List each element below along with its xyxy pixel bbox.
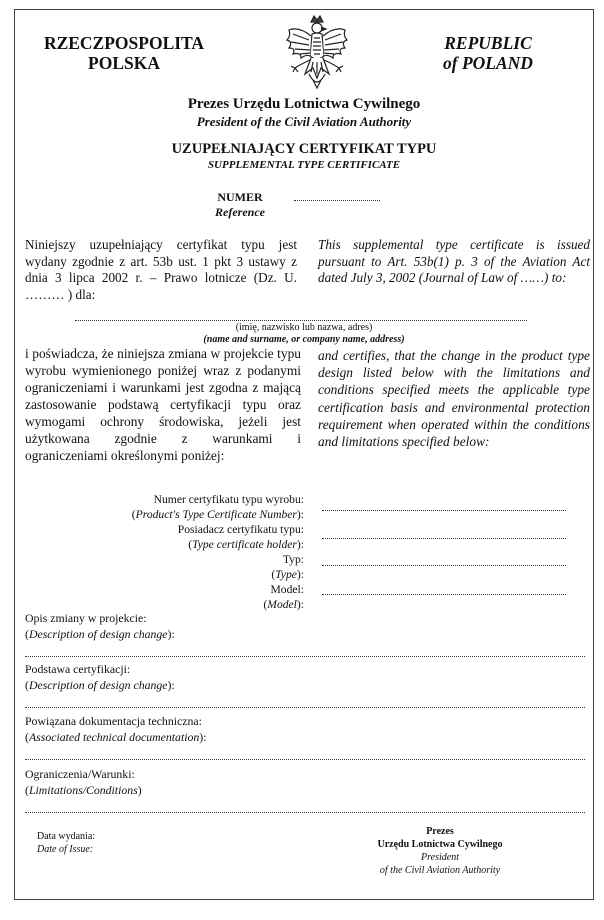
signature-line4: of the Civil Aviation Authority [379, 865, 501, 876]
header-left-line1: RZECZPOSPOLITA [43, 33, 205, 53]
date-label-pl: Data wydania: [37, 831, 96, 842]
field-tc-number-input[interactable] [322, 510, 566, 511]
signature-line1: Prezes [426, 826, 454, 837]
certifies-text-pl: i poświadcza, że niniejsza zmiana w projekcie typu wyrobu wymienionego poniżej wraz z podanymi ograniczeniami i warunkami jest zgodna z mającą zastosowanie podstawą certyfikacji typu oraz wymogami ochrony środowiska, jeżeli jest użytkowana zgodnie z warunkami i ograniczeniami określonymi poniżej: [25, 346, 301, 463]
section-suffix: : [203, 730, 207, 744]
issuing-authority [14, 95, 594, 130]
intro-text-en: This supplemental type certificate is issued pursuant to Art. 53b(1) p. 3 of the Aviation Act dated July 3, 2002 (Journal of Law of ……) to: [318, 237, 590, 285]
section-limitations-conditions-input[interactable] [25, 812, 585, 813]
field-tc-holder-label-en: Type certificate holder [192, 538, 297, 551]
certificate-title-pl: UZUPEŁNIAJĄCY CERTYFIKAT TYPU [171, 141, 437, 157]
field-model-input[interactable] [322, 594, 566, 595]
reference-label-pl: NUMER [217, 190, 263, 204]
authority-name-en: President of the Civil Aviation Authority [196, 114, 412, 129]
field-tc-number-label-en: Product's Type Certificate Number [135, 508, 297, 521]
holder-caption: (imię, nazwisko lub nazwa, adres) (name and surname, or company name, address) [14, 322, 594, 346]
certificate-title-en: SUPPLEMENTAL TYPE CERTIFICATE [207, 159, 401, 171]
holder-caption-en: name and surname, or company name, address [206, 334, 402, 345]
holder-caption-pl: (imię, nazwisko lub nazwa, adres) [235, 322, 373, 333]
date-label-en: Date of Issue: [37, 844, 94, 855]
section-associated-documentation: Powiązana dokumentacja techniczna: (Associated technical documentation): [25, 713, 585, 745]
section-label-pl: Podstawa certyfikacji: [25, 662, 131, 676]
section-label-en: Description of design change [28, 627, 168, 641]
section-design-change-description: Opis zmiany w projekcie: (Description of design change): [25, 610, 585, 642]
section-design-change-input[interactable] [25, 656, 585, 657]
section-suffix: : [171, 678, 175, 692]
date-of-issue [37, 830, 95, 856]
section-label-pl: Opis zmiany w projekcie: [25, 611, 147, 625]
field-type-label-en: Type [275, 568, 297, 581]
header-left-line2: POLSKA [88, 53, 160, 73]
section-label-en: Description of design change [28, 678, 168, 692]
header-country-en [403, 33, 573, 73]
header-country-pl [24, 33, 224, 73]
section-limitations-conditions: Ograniczenia/Warunki: (Limitations/Conditions) [25, 766, 585, 798]
field-tc-holder-input[interactable] [322, 538, 566, 539]
certifies-text-en: and certifies, that the change in the product type design listed below with the limitations and conditions specified meets the applicable type certification basis and environmental protection requirement when operated within the conditions and limitations specified below: [318, 348, 590, 450]
reference-number-label [200, 190, 280, 220]
field-tc-holder-label-pl: Posiadacz certyfikatu typu: [177, 523, 304, 536]
section-associated-documentation-input[interactable] [25, 759, 585, 760]
section-label-en: Limitations/Conditions [28, 783, 138, 797]
section-label-pl: Ograniczenia/Warunki: [25, 767, 135, 781]
authority-name-pl: Prezes Urzędu Lotnictwa Cywilnego [187, 96, 421, 112]
section-label-en: Associated technical documentation [28, 730, 200, 744]
field-type-label-pl: Typ: [282, 553, 304, 566]
header-right-line2: of POLAND [443, 53, 533, 73]
polish-eagle-emblem-icon [281, 12, 353, 92]
holder-name-address-field[interactable] [75, 320, 527, 321]
product-fields-labels: Numer certyfikatu typu wyrobu: (Product's Type Certificate Number): Posiadacz certyfikatu typu: (Type certificate holder): Typ: (Type): Model: (Model): [100, 492, 304, 612]
intro-text-pl: Niniejszy uzupełniający certyfikat typu jest wydany zgodnie z art. 53b ust. 1 pkt 3 ustawy z dnia 3 lipca 2002 r. – Prawo lotnicze (Dz. U. ……… ) dla: [25, 237, 297, 302]
section-label-pl: Powiązana dokumentacja techniczna: [25, 714, 202, 728]
field-type-input[interactable] [322, 565, 566, 566]
section-suffix: : [171, 627, 175, 641]
field-tc-number-label-pl: Numer certyfikatu typu wyrobu: [153, 493, 304, 506]
certificate-title [14, 141, 594, 172]
section-certification-basis-input[interactable] [25, 707, 585, 708]
field-model-label-en: Model [267, 598, 297, 611]
section-certification-basis: Podstawa certyfikacji: (Description of design change): [25, 661, 585, 693]
signature-line3: President [421, 852, 459, 863]
signature-block [330, 825, 550, 877]
header-right-line1: REPUBLIC [444, 33, 532, 53]
signature-line2: Urzędu Lotnictwa Cywilnego [377, 839, 503, 850]
field-model-label-pl: Model: [270, 583, 304, 596]
reference-label-en: Reference [215, 205, 265, 219]
reference-number-field[interactable] [294, 200, 380, 201]
